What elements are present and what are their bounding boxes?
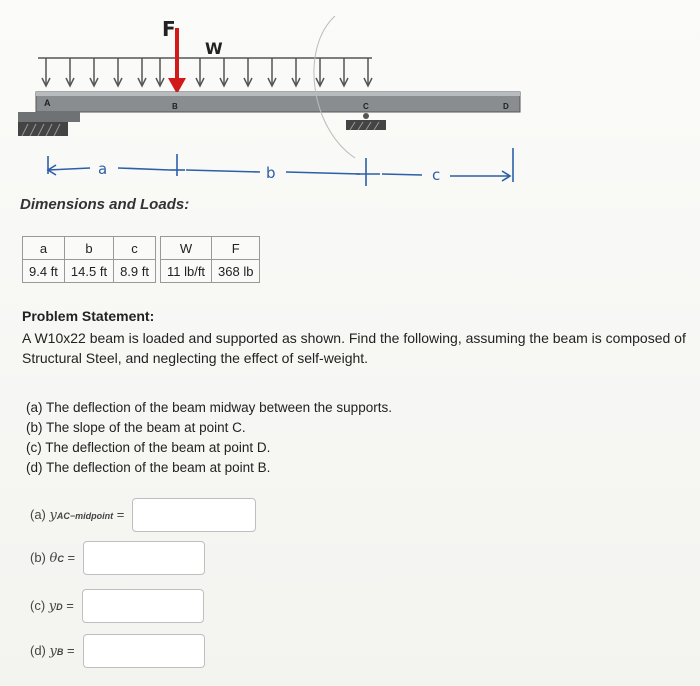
answer-label-c [30, 598, 74, 614]
header-b: b [64, 237, 113, 260]
answer-label-b [30, 550, 75, 566]
distributed-load [38, 58, 372, 86]
dimension-lines [48, 148, 513, 186]
label-b: b [266, 164, 276, 182]
answer-label-a [30, 507, 124, 523]
value-w: 11 lb/ft [160, 260, 211, 283]
answer-symbol: y [49, 644, 57, 659]
problem-text: A W10x22 beam is loaded and supported as shown. Find the following, assuming the beam is composed of Structural Steel, and neglecting the effect of self-weight. [22, 330, 686, 366]
label-a: a [98, 160, 108, 178]
answer-prefix: (a) [30, 507, 50, 522]
value-c: 8.9 ft [114, 260, 156, 283]
answer-equals: = [63, 550, 76, 565]
problem-title: Problem Statement: [22, 308, 155, 324]
answer-prefix: (c) [30, 598, 49, 613]
answer-prefix: (d) [30, 643, 50, 658]
header-c: c [114, 237, 156, 260]
answer-equals: = [62, 598, 74, 613]
table-value-row [23, 260, 260, 283]
header-f: F [212, 237, 260, 260]
value-f: 368 lb [212, 260, 260, 283]
question-list [26, 398, 392, 478]
answer-input-b[interactable] [83, 541, 205, 575]
answer-equals: = [63, 643, 75, 658]
question-item: (b) The slope of the beam at point C. [26, 420, 246, 435]
answer-row-b [30, 541, 205, 575]
table-header-row [23, 237, 260, 260]
answer-subscript: D [56, 602, 63, 612]
answer-subscript: B [56, 647, 64, 657]
answer-row-d [30, 634, 205, 668]
dimensions-heading: Dimensions and Loads: [20, 196, 190, 213]
answer-equals: = [113, 507, 125, 522]
beam-diagram [10, 8, 530, 193]
header-a: a [23, 237, 65, 260]
answer-symbol: θ [49, 551, 58, 566]
value-b: 14.5 ft [64, 260, 113, 283]
answer-prefix: (b) [30, 550, 50, 565]
answer-input-d[interactable] [83, 634, 205, 668]
header-w: W [160, 237, 211, 260]
question-item: (d) The deflection of the beam at point B. [26, 460, 271, 475]
question-item: (a) The deflection of the beam midway between the supports. [26, 400, 392, 415]
fixed-support-A [18, 112, 80, 136]
label-B: B [172, 102, 178, 111]
label-A: A [44, 98, 51, 108]
answer-subscript: C [57, 554, 64, 564]
label-F: F [162, 17, 176, 41]
answer-subscript: AC−midpoint [56, 511, 114, 521]
answer-label-d [30, 643, 75, 659]
answer-row-c [30, 589, 204, 623]
answer-input-c[interactable] [82, 589, 204, 623]
answer-input-a[interactable] [132, 498, 256, 532]
value-a: 9.4 ft [23, 260, 65, 283]
label-c: c [432, 166, 441, 184]
label-C: C [363, 102, 369, 111]
answer-symbol: y [48, 599, 57, 614]
pin-support-C [346, 113, 386, 130]
label-D: D [503, 102, 509, 111]
answer-symbol: y [49, 508, 57, 523]
question-item: (c) The deflection of the beam at point D. [26, 440, 271, 455]
label-w: W [205, 39, 223, 58]
answer-row-a [30, 498, 256, 532]
dimensions-table [22, 236, 260, 283]
